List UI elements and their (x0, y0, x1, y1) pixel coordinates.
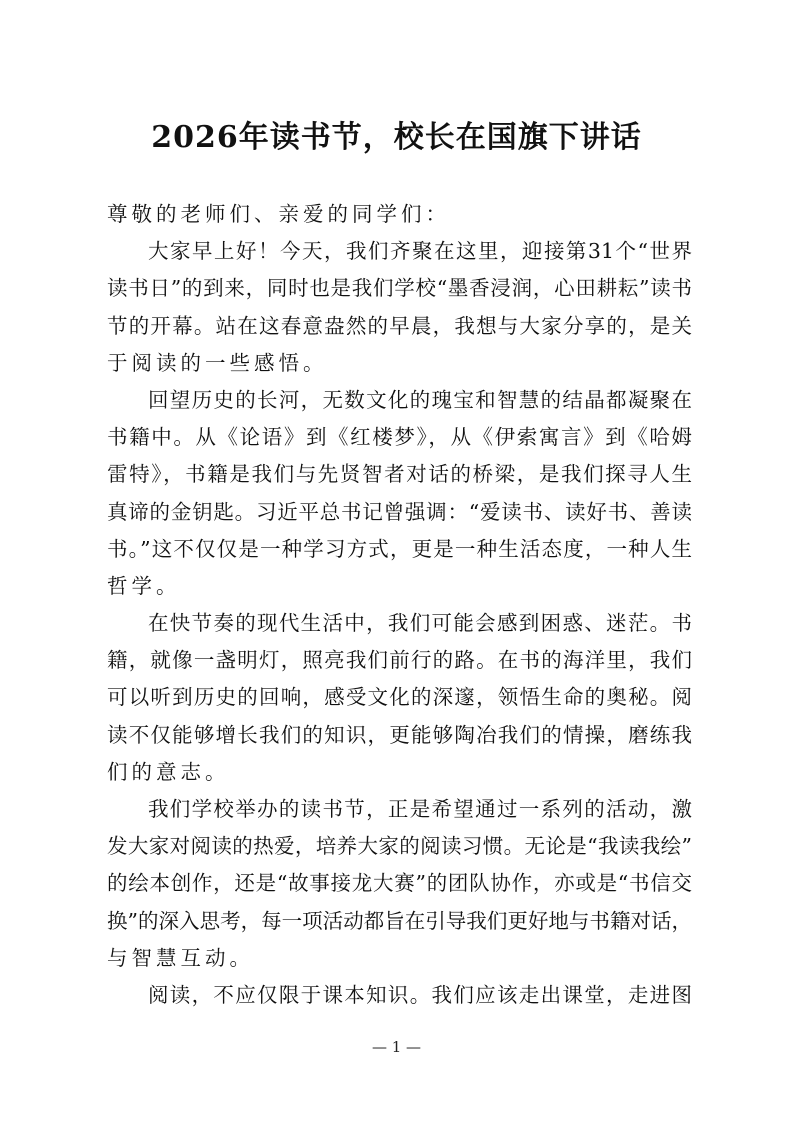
document-title: 2026年读书节，校长在国旗下讲话 (151, 120, 642, 155)
paragraph-line: 我们学校举办的读书节，正是希望通过一系列的活动，激 (148, 797, 692, 821)
paragraph-line: 与智慧互动。 (107, 945, 254, 970)
greeting: 尊敬的老师们、亲爱的同学们： (107, 202, 450, 226)
paragraph (107, 605, 692, 791)
paragraph-line: 们的意志。 (107, 759, 230, 784)
paragraph-line: 回望历史的长河，无数文化的瑰宝和智慧的结晶都凝聚在 (148, 387, 692, 412)
paragraphs (107, 233, 692, 1014)
paragraph-line: 在快节奏的现代生活中，我们可能会感到困惑、迷茫。书 (148, 611, 692, 636)
paragraph-line: 读书日”的到来，同时也是我们学校“墨香浸润，心田耕耘”读书 (107, 276, 692, 301)
page-number: — 1 — (371, 1038, 422, 1056)
paragraph (107, 977, 692, 1014)
paragraph-line: 的绘本创作，还是“故事接龙大赛”的团队协作，亦或是“书信交 (107, 871, 692, 896)
paragraph (107, 791, 692, 977)
document-body (107, 196, 692, 1014)
paragraph-line: 书籍中。从《论语》到《红楼梦》，从《伊索寓言》到《哈姆 (107, 425, 692, 450)
paragraph (107, 382, 692, 605)
paragraph-line: 阅读，不应仅限于课本知识。我们应该走出课堂，走进图 (148, 982, 692, 1007)
paragraph-line: 书。”这不仅仅是一种学习方式，更是一种生活态度，一种人生 (107, 536, 692, 561)
paragraph-line: 可以听到历史的回响，感受文化的深邃，领悟生命的奥秘。阅 (107, 685, 692, 710)
paragraph-line: 发大家对阅读的热爱，培养大家的阅读习惯。无论是“我读我绘” (107, 834, 692, 859)
paragraph (107, 233, 692, 382)
paragraph-line: 于阅读的一些感悟。 (107, 350, 328, 375)
paragraph-line: 读不仅能够增长我们的知识，更能够陶冶我们的情操，磨练我 (107, 722, 692, 747)
paragraph-line: 真谛的金钥匙。习近平总书记曾强调：“爱读书、读好书、善读 (107, 499, 692, 524)
paragraph-line: 哲学。 (107, 573, 181, 598)
paragraph-line: 籍，就像一盏明灯，照亮我们前行的路。在书的海洋里，我们 (107, 648, 692, 673)
paragraph-line: 雷特》，书籍是我们与先贤智者对话的桥梁，是我们探寻人生 (107, 462, 692, 487)
paragraph-line: 大家早上好！今天，我们齐聚在这里，迎接第31个“世界 (148, 239, 692, 264)
paragraph-line: 节的开幕。站在这春意盎然的早晨，我想与大家分享的，是关 (107, 313, 692, 338)
paragraph-line: 换”的深入思考，每一项活动都旨在引导我们更好地与书籍对话， (107, 908, 692, 933)
